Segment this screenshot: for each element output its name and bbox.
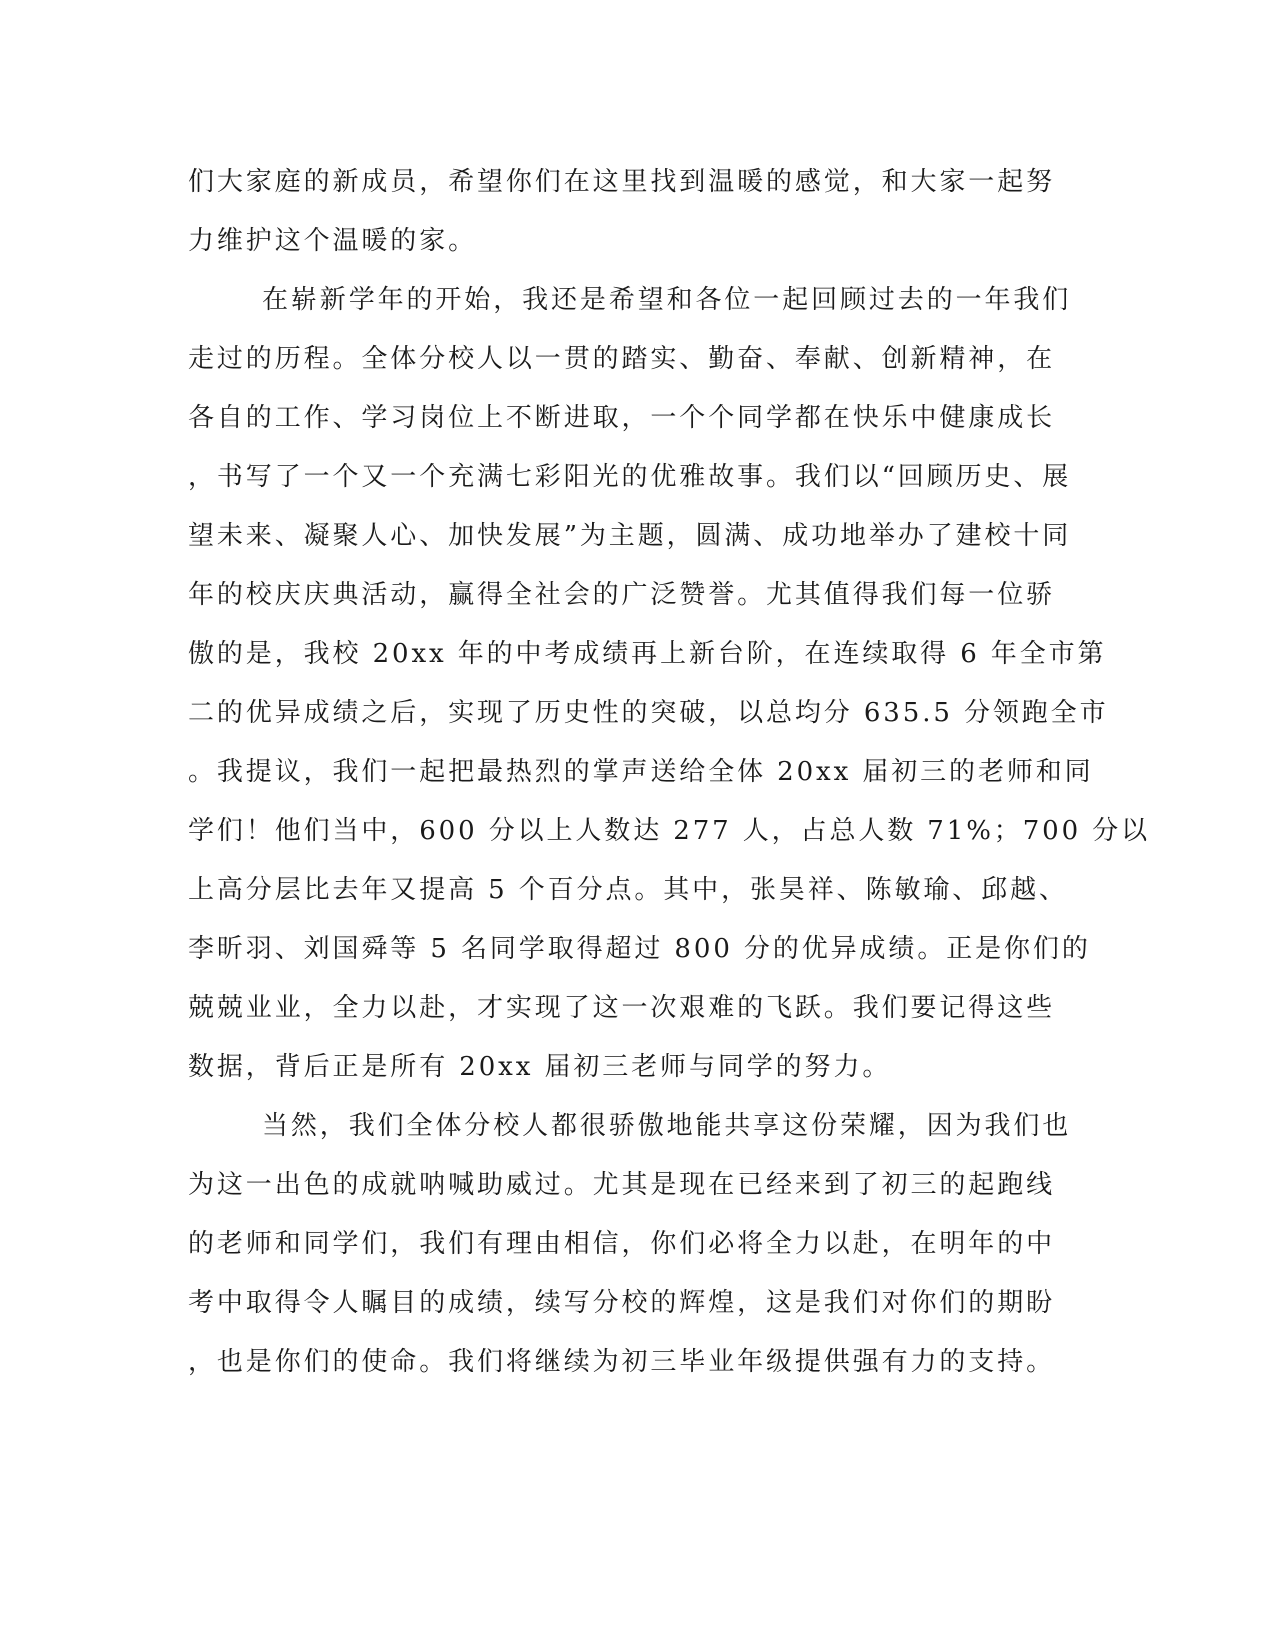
text-line: 傲的是，我校 20xx 年的中考成绩再上新台阶，在连续取得 6 年全市第 [188, 639, 1107, 669]
text-line: 为这一出色的成就呐喊助威过。尤其是现在已经来到了初三的起跑线 [188, 1170, 1056, 1200]
text-line: 的老师和同学们，我们有理由相信，你们必将全力以赴，在明年的中 [188, 1229, 1056, 1259]
text-line: 二的优异成绩之后，实现了历史性的突破，以总均分 635.5 分领跑全市 [188, 698, 1109, 728]
text-line: 望未来、凝聚人心、加快发展”为主题，圆满、成功地举办了建校十同 [188, 521, 1072, 551]
text-line: 当然，我们全体分校人都很骄傲地能共享这份荣耀，因为我们也 [262, 1111, 1072, 1141]
text-line: 李昕羽、刘国舜等 5 名同学取得超过 800 分的优异成绩。正是你们的 [188, 934, 1091, 964]
text-line: 兢兢业业，全力以赴，才实现了这一次艰难的飞跃。我们要记得这些 [188, 993, 1056, 1023]
text-line: 各自的工作、学习岗位上不断进取，一个个同学都在快乐中健康成长 [188, 403, 1056, 433]
text-line: 走过的历程。全体分校人以一贯的踏实、勤奋、奉献、创新精神，在 [188, 344, 1056, 374]
text-line: 年的校庆庆典活动，赢得全社会的广泛赞誉。尤其值得我们每一位骄 [188, 580, 1056, 610]
text-line: 上高分层比去年又提高 5 个百分点。其中，张昊祥、陈敏瑜、邱越、 [188, 875, 1068, 905]
text-line: 们大家庭的新成员，希望你们在这里找到温暖的感觉，和大家一起努 [188, 167, 1056, 197]
text-line: 在崭新学年的开始，我还是希望和各位一起回顾过去的一年我们 [262, 285, 1072, 315]
text-line: 考中取得令人瞩目的成绩，续写分校的辉煌，这是我们对你们的期盼 [188, 1288, 1056, 1318]
text-line: ，也是你们的使命。我们将继续为初三毕业年级提供强有力的支持。 [188, 1347, 1056, 1377]
text-line: 学们！他们当中，600 分以上人数达 277 人，占总人数 71%；700 分以 [188, 816, 1150, 846]
text-line: 数据，背后正是所有 20xx 届初三老师与同学的努力。 [188, 1052, 892, 1082]
text-line: 。我提议，我们一起把最热烈的掌声送给全体 20xx 届初三的老师和同 [188, 757, 1094, 787]
text-line: ，书写了一个又一个充满七彩阳光的优雅故事。我们以“回顾历史、展 [188, 462, 1072, 492]
text-line: 力维护这个温暖的家。 [188, 226, 478, 256]
